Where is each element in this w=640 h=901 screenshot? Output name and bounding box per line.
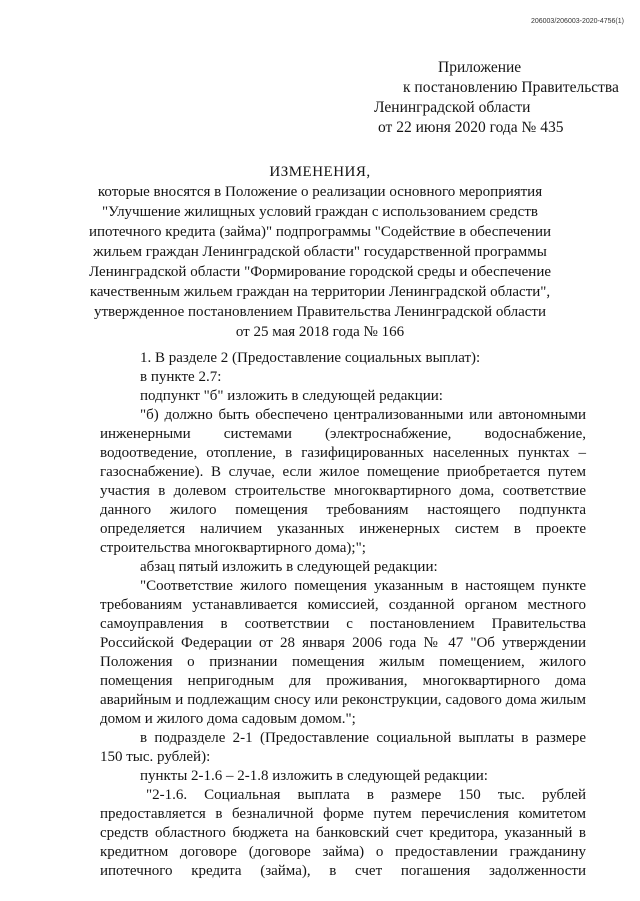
title-line: "Улучшение жилищных условий граждан с использованием средств: [102, 204, 538, 220]
paragraph: в пункте 2.7:: [140, 369, 222, 385]
paragraph: подпункт "б" изложить в следующей редакции:: [140, 388, 443, 404]
approval-line: от 22 июня 2020 года № 435: [378, 119, 564, 136]
paragraph: "2-1.6. Социальная выплата в размере 150 тыс. рублей предоставляется в безналичной форме путем перечисления комитетом средств областного бюджета на банковский счет кредитора, указанный в кредитном договоре (договоре займа) о предоставлении гражданину ипотечного кредита (займа), в счет погашения задолженности: [100, 787, 586, 879]
approval-line: к постановлению Правительства: [403, 79, 619, 96]
title-line: жильем граждан Ленинградской области" государственной программы: [93, 244, 547, 260]
document-title: [0, 162, 640, 342]
paragraph: пункты 2-1.6 – 2-1.8 изложить в следующей редакции:: [140, 768, 488, 784]
paragraph: "б) должно быть обеспечено централизованными или автономными инженерными системами (электроснабжение, водоснабжение, водоотведение, отопление, в газифицированных населенных пунктах – газоснабжение). В случае, если жилое помещение приобретается путем участия в долевом строительстве многоквартирного дома, соответствие данного жилого помещения требованиям настоящего подпункта определяется наличием указанных инженерных систем в проекте строительства многоквартирного дома);";: [100, 407, 586, 556]
approval-line: Приложение: [438, 59, 522, 76]
title-line: от 25 мая 2018 года № 166: [235, 324, 405, 340]
title-heading: ИЗМЕНЕНИЯ,: [269, 164, 371, 180]
title-line: Ленинградской области "Формирование городской среды и обеспечение: [88, 264, 552, 280]
title-line: утвержденное постановлением Правительства Ленинградской области: [94, 304, 546, 320]
document-id: 206003/206003-2020-4756(1): [530, 18, 624, 25]
title-line: которые вносятся в Положение о реализации основного мероприятия: [97, 184, 543, 200]
approval-line: Ленинградской области: [374, 99, 531, 116]
approval-block: [372, 58, 622, 138]
title-line: качественным жильем граждан на территории Ленинградской области",: [89, 284, 551, 300]
paragraph: 1. В разделе 2 (Предоставление социальных выплат):: [140, 350, 481, 366]
paragraph: абзац пятый изложить в следующей редакции:: [140, 559, 438, 575]
paragraph: "Соответствие жилого помещения указанным в настоящем пункте требованиям устанавливается комиссией, созданной органом местного самоуправления в соответствии с постановлением Правительства Российской Федерации от 28 января 2006 года № 47 "Об утверждении Положения о признании помещения жилым помещением, жилого помещения непригодным для проживания, многоквартирного дома аварийным и подлежащим сносу или реконструкции, садового дома жилым домом и жилого дома садовым домом.";: [100, 578, 586, 727]
document-body: [100, 349, 586, 881]
paragraph: в подразделе 2-1 (Предоставление социальной выплаты в размере 150 тыс. рублей):: [100, 730, 586, 765]
title-line: ипотечного кредита (займа)" подпрограммы "Содействие в обеспечении: [88, 224, 552, 240]
